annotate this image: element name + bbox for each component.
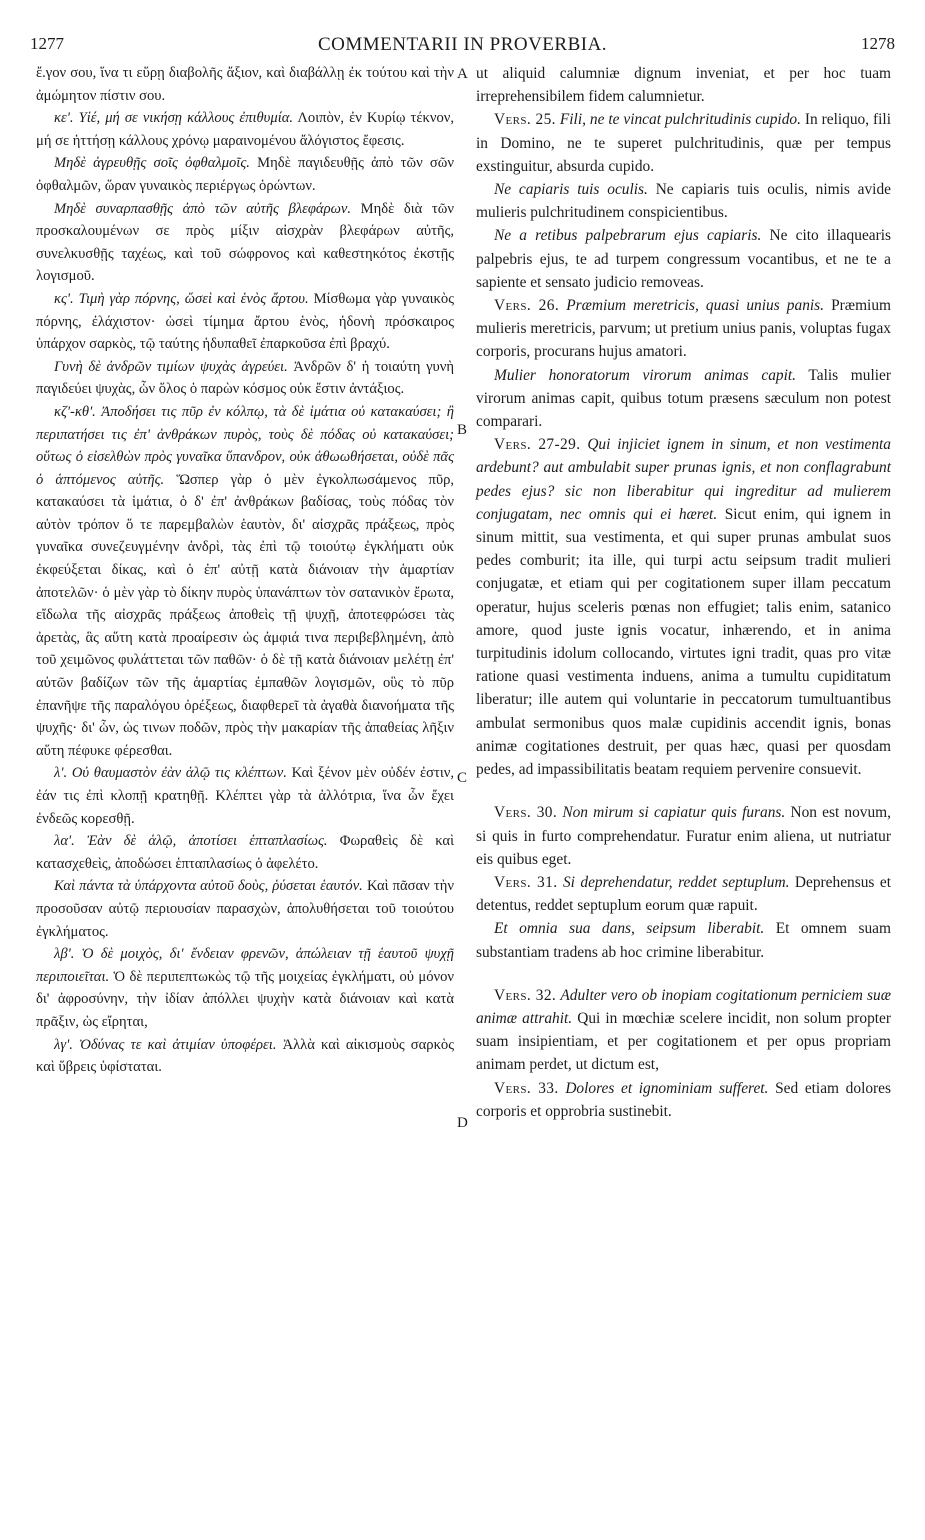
latin-paragraph bbox=[476, 1077, 891, 1123]
verse-number: Vers. 26. bbox=[494, 297, 560, 315]
greek-lemma: Μηδὲ ἀγρευθῇς σοῖς ὀφθαλμοῖς. bbox=[54, 155, 250, 172]
latin-commentary: Ne cito illaquearis palpebris ejus, te ad turpem congressum vocantibus, et ne te a sapiente et sensato judicio removeas. bbox=[476, 227, 891, 291]
margin-letter-c: C bbox=[457, 770, 468, 786]
greek-paragraph bbox=[36, 152, 454, 197]
latin-commentary: Deprehensus et detentus, reddet septuplum eorum quæ rapuit. bbox=[476, 873, 891, 915]
greek-lemma: Γυνὴ δὲ ἀνδρῶν τιμίων ψυχὰς ἀγρεύει. bbox=[54, 358, 288, 375]
latin-commentary: ut aliquid calumniæ dignum inveniat, et per hoc tuam irreprehensibilem fidem calumnietur. bbox=[476, 65, 891, 106]
greek-lemma: Καὶ πάντα τὰ ὑπάρχοντα αὐτοῦ δοὺς, ῥύσεται ἑαυτόν. bbox=[54, 878, 363, 895]
latin-lemma: Adulter vero ob inopiam cogitationum perniciem suæ animæ attrahit. bbox=[476, 986, 892, 1027]
greek-paragraph bbox=[36, 356, 454, 401]
greek-lemma: κε'. Υἱέ, μή σε νικήσῃ κάλλους ἐπιθυμία. bbox=[54, 110, 294, 127]
greek-lemma: λ'. Οὐ θαυμαστὸν ἐὰν ἁλῷ τις κλέπτων. bbox=[54, 765, 287, 782]
margin-letter-b: B bbox=[457, 422, 468, 438]
greek-paragraph bbox=[36, 1034, 454, 1079]
greek-lemma: λα'. Ἐὰν δὲ ἁλῷ, ἀποτίσει ἑπταπλασίως. bbox=[54, 833, 328, 850]
latin-lemma: Ne a retibus palpebrarum ejus capiaris. bbox=[494, 227, 762, 245]
page-number-right: 1278 bbox=[861, 34, 895, 53]
verse-number: Vers. 30. bbox=[494, 804, 558, 822]
greek-commentary: Λοιπὸν, ἐν Κυρίῳ τέκνον, μή σε ἡττήσῃ κάλλους χρόνῳ μαραινομένου ἄλόγιστος ἔφεσις. bbox=[36, 110, 455, 149]
latin-lemma: Non mirum si capiatur quis furans. bbox=[562, 804, 786, 822]
greek-paragraph bbox=[36, 62, 454, 107]
latin-commentary: Ne capiaris tuis oculis, nimis avide mulieris pulchritudinem conspicientibus. bbox=[476, 181, 891, 222]
page-header bbox=[30, 30, 895, 60]
latin-commentary: Sicut enim, qui ignem in sinum mittit, sua vestimenta, et qui super prunas ambulat suos pedes comburit; ita ille, qui turpi actu seipsum tradit mulieri conjugatæ, et etiam qui per cogitationem super illam peccatum operatur, hujus sceleris pœnas non effugiet; talis enim, satanico amore, quod juste ignis vocatur, inhærendo, et in anima turpitudinis idolum collocando, virtutes igni tradit, quas pro vitæ ratione quasi vestimenta induens, anima a tumultu cupiditatum liberatur; ille autem qui voluntarie in peccatorum tumultuantibus ambulat sermonibus quos malæ cupidinis accendit ignis, bonas animæ cogitationes destruit, per quas hæc, quasi per quosdam pedes, ad impassibilitatis beatam requiem pervenire consuevit. bbox=[476, 505, 891, 779]
latin-paragraph bbox=[476, 224, 891, 294]
greek-paragraph bbox=[36, 943, 454, 1033]
verse-number: Vers. 27-29. bbox=[494, 436, 581, 454]
greek-commentary: Μηδὲ διὰ τῶν προσκαλουμένων σε πρὸς μίξιν αἰσχρὰν βλεφάρων αὐτῆς, συνελκυσθῇς ταχέως, καὶ τοῦ σώφρονος καὶ καθεστηκότος ἐκστῇς λογισμοῦ. bbox=[36, 200, 454, 285]
running-title: COMMENTARII IN PROVERBIA. bbox=[317, 34, 608, 55]
greek-commentary: Μίσθωμα γὰρ γυναικὸς πόρνης, ἐλάχιστον· ὡσεὶ τίμημα ἄρτου ἑνὸς, ἡδονὴ πρόσκαιρος ὑπάρχον σαρκὸς, τῷ ταύτης ἡδυπαθεῖ ἐπαρκοῦσα ἐπὶ βραχύ. bbox=[36, 290, 454, 353]
latin-commentary: In reliquo, fili in Domino, ne te superet pulchritudinis, quæ per tempus exstinguitur, absurda cupido. bbox=[476, 111, 891, 175]
latin-commentary: Qui in mœchiæ scelere incidit, non solum propter suam insipientiam, et per cogitationem et per opus propriam animam perdet, ut dictum est, bbox=[476, 1009, 891, 1074]
greek-commentary: ἔ.γον σου, ἵνα τι εὕρῃ διαβολῆς ἄξιον, καὶ διαβάλλῃ ἐκ τούτου καὶ τὴν ἀμώμητον πίστιν σου. bbox=[36, 65, 454, 104]
greek-paragraph bbox=[36, 875, 454, 943]
latin-lemma: Dolores et ignominiam sufferet. bbox=[565, 1079, 769, 1097]
latin-commentary: Talis mulier virorum animas capit, quibus totum præsens sæculum non potest comparari. bbox=[476, 366, 891, 431]
latin-paragraph bbox=[476, 871, 891, 917]
greek-commentary: Καὶ πᾶσαν τὴν προσοῦσαν αὐτῷ περιουσίαν παρασχὼν, ἀπολυθήσεται τοῦ τοιούτου ἐγκλήματος. bbox=[36, 878, 454, 940]
latin-paragraph bbox=[476, 984, 891, 1077]
greek-commentary: Ἀνδρῶν δ' ἡ τοιαύτη γυνὴ παγιδεύει ψυχὰς, ὧν ὅλος ὁ παρὼν κόσμος οὐκ ἔστιν ἀντάξιος. bbox=[36, 358, 454, 398]
greek-commentary: Ὥσπερ γὰρ ὁ μὲν ἐγκολπωσάμενος πῦρ, κατακαύσει τὰ ἱμάτια, ὁ δ' ἐπ' ἀνθράκων βαδίσας, τοὺς πόδας τὸν αὐτὸν τρόπον ὅ τε παρεμβαλὼν ἑαυτὸν, δι' αἰσχρᾶς πράξεως, πρὸς γυναῖκα συνεζευγμένην ἀνδρὶ, τὰς ἐπὶ τῷ τοιούτῳ ἐγκλήματι οὐκ ἐκφεύξεται δίκας, καὶ ὁ ἐπ' αὐτῇ κατὰ διάνοιαν τὴν ἁμαρτίαν ἀποτελῶν· ὁ μὲν γὰρ τὸ δίκην πυρὸς ὑπανάπτων τὸν σατανικὸν ἔρωτα, εἴδωλα τῆς αἰσχρᾶς πράξεως ἀποθεὶς τῇ ψυχῇ, ἀποτεφρώσει τὰς ἀρετὰς, ἃς αὕτη κατὰ προαίρεσιν ὡς ἀμφιά τινα περιβεβλημένη, ἀπὸ τοῦ χειμῶνος φυλάττεται τῶν παθῶν· ὁ δὲ τῇ κατὰ διάνοιαν μελέτῃ ἐπ' αὐτῶν βαδίζων τῶν τῆς ἁμαρτίας ἐμπαθῶν λογισμῶν, οὓς τὸ πῦρ ἐπανῆψε τῆς παραλόγου ὀρέξεως, διαφθερεῖ τὰ ἀγαθὰ διανοήματα τῆς ψυχῆς· δι' ὧν, ὡς τινων ποδῶν, πρὸς τὴν μακαρίαν τῆς ἀπαθείας λῆξιν αὕτη πέφυκε φέρεσθαι. bbox=[36, 471, 454, 759]
latin-lemma: Et omnia sua dans, seipsum liberabit. bbox=[494, 920, 765, 938]
greek-paragraph bbox=[36, 198, 454, 288]
latin-paragraph bbox=[476, 801, 891, 871]
greek-lemma: κς'. Τιμὴ γὰρ πόρνης, ὥσεὶ καὶ ἑνὸς ἄρτου. bbox=[54, 290, 309, 307]
margin-letter-d: D bbox=[457, 1115, 468, 1131]
greek-paragraph bbox=[36, 830, 454, 875]
greek-paragraph bbox=[36, 107, 454, 152]
latin-commentary: Sed etiam dolores corporis et opprobria sustinebit. bbox=[476, 1079, 891, 1120]
latin-paragraph bbox=[476, 108, 891, 178]
latin-paragraph bbox=[476, 433, 891, 781]
greek-commentary: Ἀλλὰ καὶ αἰκισμοὺς σαρκὸς καὶ ὕβρεις ὑφίσταται. bbox=[36, 1036, 455, 1076]
latin-lemma: Si deprehendatur, reddet septuplum. bbox=[562, 873, 790, 891]
latin-lemma: Qui injiciet ignem in sinum, et non vestimenta ardebunt? aut ambulabit super prunas ignis, et non conflagrabunt pedes ejus? sic non liberabitur qui ingreditur ad mulierem conjugatam, nec omnis qui ei hæret. bbox=[476, 436, 891, 523]
greek-lemma: κζ'-κθ'. Ἀποδήσει τις πῦρ ἐν κόλπῳ, τὰ δὲ ἱμάτια οὐ κατακαύσει; ἢ περιπατήσει τις ἐπ' ἀνθράκων πυρὸς, τοὺς δὲ πόδας οὐ κατακαύσει; οὕτως ὁ εἰσελθὼν πρὸς γυναῖκα ὕπανδρον, οὐκ ἀθωωθήσεται, οὐδὲ πᾶς ὁ ἁπτόμενος αὐτῆς. bbox=[36, 403, 454, 488]
verse-number: Vers. 25. bbox=[494, 111, 556, 129]
verse-number: Vers. 32. bbox=[494, 986, 557, 1004]
verse-number: Vers. 31. bbox=[494, 873, 558, 891]
latin-paragraph bbox=[476, 294, 891, 364]
greek-commentary: Φωραθεὶς δὲ καὶ κατασχεθεὶς, ἀποδώσει ἑπταπλασίως ὁ ἀφελέτο. bbox=[36, 833, 454, 872]
latin-commentary: Præmium mulieris meretricis, parvum; ut pretium unius panis, voluptas fugax corporis, procurans hujus amatori. bbox=[476, 297, 891, 361]
greek-commentary: Μηδὲ παγιδευθῇς ἀπὸ τῶν σῶν ὀφθαλμῶν, ὥραν γυναικὸς περιέργως ὁρώντων. bbox=[36, 155, 454, 194]
page-number-left: 1277 bbox=[30, 34, 64, 53]
latin-lemma: Mulier honoratorum virorum animas capit. bbox=[494, 366, 796, 384]
latin-column bbox=[476, 62, 891, 1123]
latin-commentary: Non est novum, si quis in furto comprehendatur. Furatur enim aliena, ut nutriatur eis quibus eget. bbox=[476, 804, 891, 868]
latin-lemma: Fili, ne te vincat pulchritudinis cupido. bbox=[559, 111, 801, 129]
latin-commentary: Et omnem suam substantiam tradens ab hoc crimine liberabitur. bbox=[476, 920, 891, 961]
greek-lemma: λβ'. Ὁ δὲ μοιχὸς, δι' ἔνδειαν φρενῶν, ἀπώλειαν τῇ ἑαυτοῦ ψυχῇ περιποιεῖται. bbox=[36, 946, 454, 985]
latin-lemma: Præmium meretricis, quasi unius panis. bbox=[566, 297, 825, 315]
greek-lemma: Μηδὲ συναρπασθῇς ἀπὸ τῶν αὐτῆς βλεφάρων. bbox=[54, 200, 352, 217]
greek-column bbox=[36, 62, 454, 1079]
greek-commentary: Ὁ δὲ περιπεπτωκὼς τῷ τῆς μοιχείας ἐγκλήματι, οὐ μόνον δι' ἀφροσύνην, τὴν ἰδίαν ἀπόλλει ψυχὴν κατὰ διάνοιαν καὶ κατὰ πρᾶξιν, ὡς εἴρηται, bbox=[36, 968, 454, 1030]
greek-lemma: λγ'. Ὀδύνας τε καὶ ἀτιμίαν ὑποφέρει. bbox=[54, 1036, 277, 1053]
greek-paragraph bbox=[36, 762, 454, 830]
greek-paragraph bbox=[36, 401, 454, 763]
verse-number: Vers. 33. bbox=[494, 1079, 559, 1097]
latin-paragraph bbox=[476, 364, 891, 434]
latin-lemma: Ne capiaris tuis oculis. bbox=[494, 181, 648, 199]
greek-paragraph bbox=[36, 288, 454, 356]
latin-paragraph bbox=[476, 62, 891, 108]
margin-letter-a: A bbox=[457, 66, 468, 82]
latin-paragraph bbox=[476, 178, 891, 224]
greek-commentary: Καὶ ξένον μὲν οὐδέν ἐστιν, ἐάν τις ἐπὶ κλοπῇ κρατηθῇ. Κλέπτει γὰρ τὰ ἀλλότρια, ἵνα ὧν ἔχει ἐνδεῶς κορεσθῇ. bbox=[36, 765, 454, 827]
latin-paragraph bbox=[476, 917, 891, 963]
